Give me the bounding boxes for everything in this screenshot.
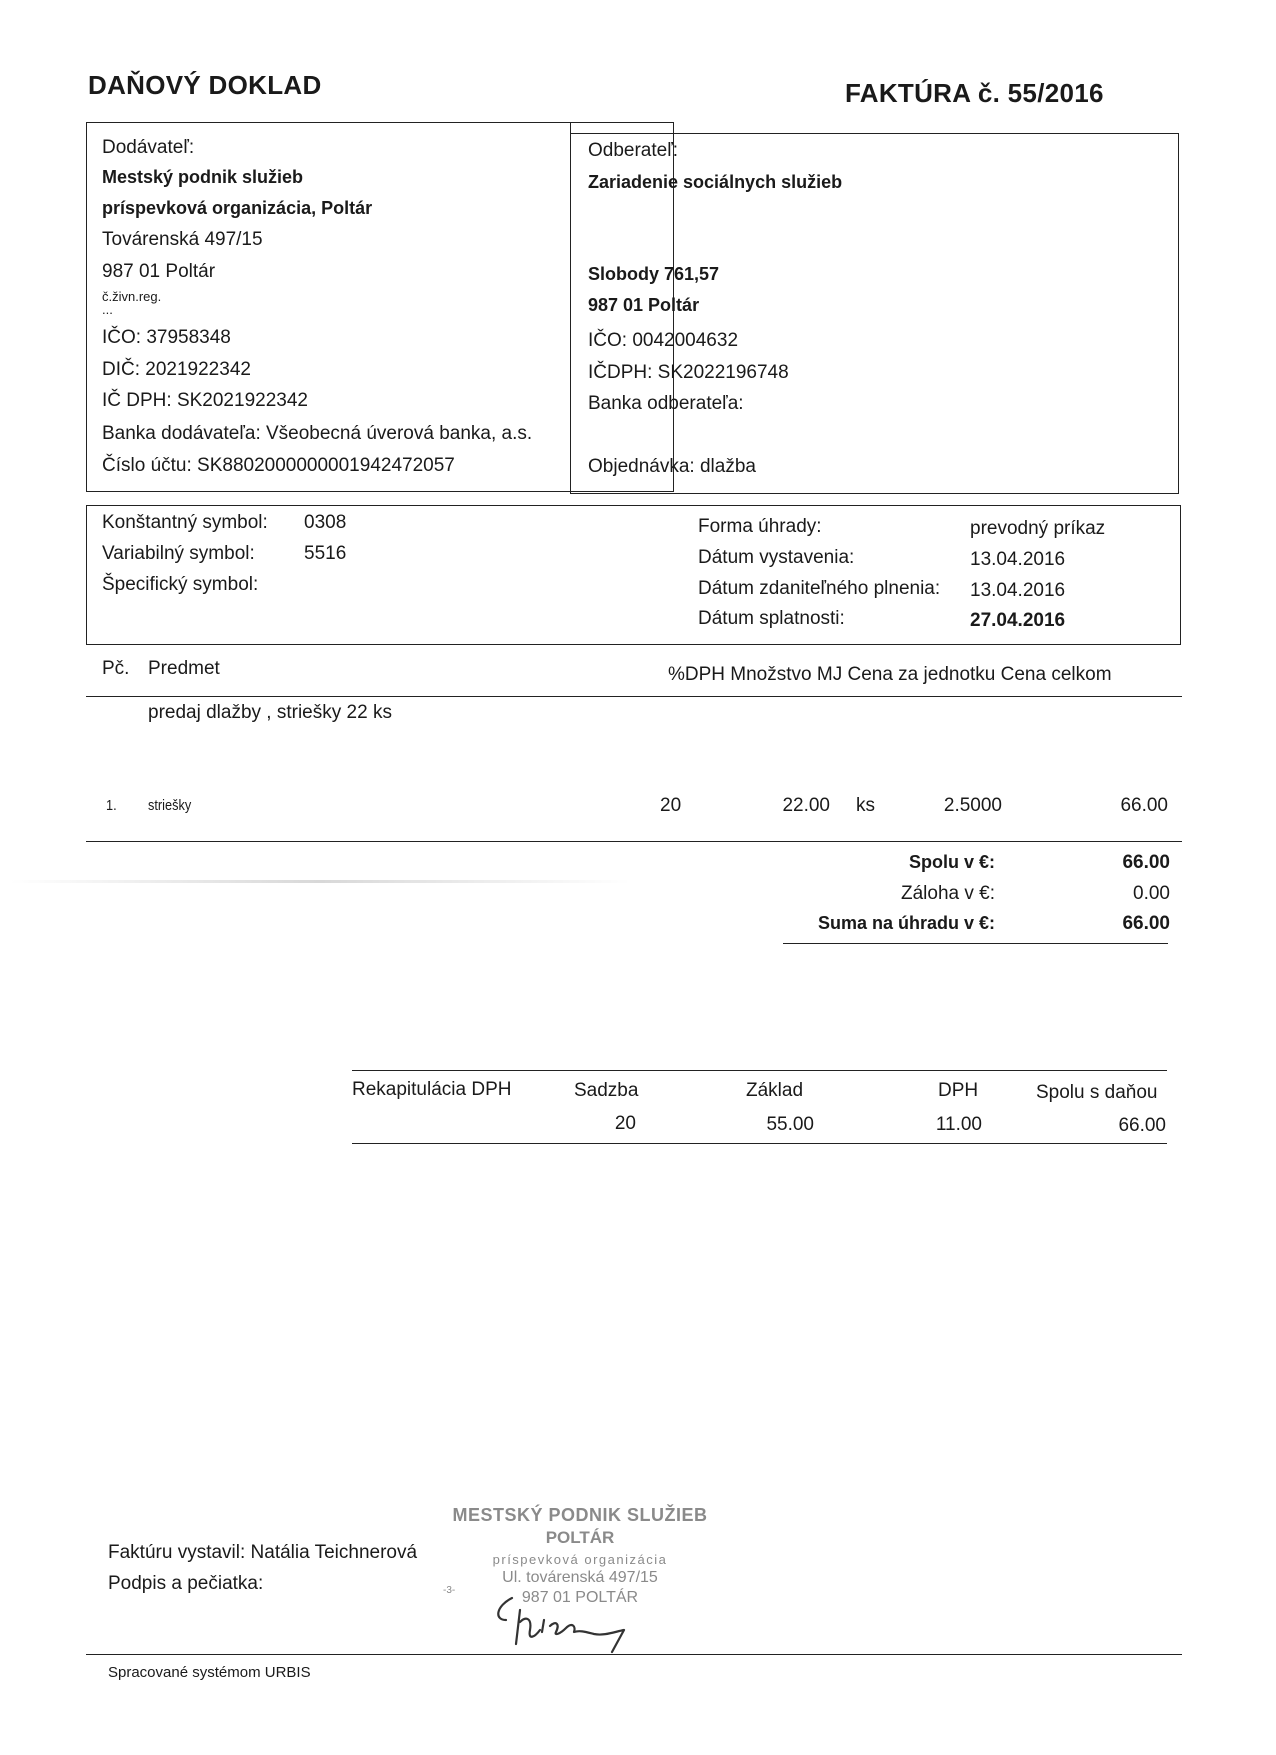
items-bottom-line (86, 841, 1182, 842)
item-qty: 22.00 (782, 795, 830, 816)
customer-street: Slobody 761,57 (588, 264, 720, 284)
due-date-label: Dátum splatnosti: (698, 608, 845, 629)
stamp-line1: MESTSKÝ PODNIK SLUŽIEB (452, 1505, 708, 1525)
amount-due-value: 66.00 (1122, 913, 1170, 934)
supplier-city: 987 01 Poltár (102, 261, 216, 282)
recap-total: 66.00 (1118, 1115, 1166, 1136)
customer-ico: IČO: 0042004632 (588, 330, 739, 351)
issued-by: Faktúru vystavil: Natália Teichnerová (108, 1542, 418, 1563)
recap-title: Rekapitulácia DPH (352, 1079, 512, 1100)
tax-date-value: 13.04.2016 (970, 580, 1066, 601)
advance-value: 0.00 (1133, 883, 1170, 904)
customer-city: 987 01 Poltár (588, 295, 700, 315)
totals-underline (783, 943, 1168, 944)
due-date-value: 27.04.2016 (970, 610, 1066, 631)
supplier-name-line2: príspevková organizácia, Poltár (102, 198, 373, 218)
stamp-line5: 987 01 POLTÁR (521, 1589, 639, 1606)
total-label: Spolu v €: (908, 852, 995, 872)
item-price: 2.5000 (943, 795, 1002, 816)
recap-bottom-line (352, 1143, 1167, 1144)
customer-order: Objednávka: dlažba (588, 456, 756, 477)
customer-icdph: IČDPH: SK2022196748 (588, 362, 789, 383)
supplier-bank: Banka dodávateľa: Všeobecná úverová banka, a.s. (102, 423, 533, 444)
scan-artifact (10, 880, 630, 883)
supplier-reg-dots: ... (102, 302, 113, 317)
item-total: 66.00 (1120, 795, 1168, 816)
customer-bank: Banka odberateľa: (588, 393, 744, 414)
supplier-name-line1: Mestský podnik služieb (102, 167, 304, 187)
payment-method-value: prevodný príkaz (970, 518, 1106, 539)
supplier-icdph: IČ DPH: SK2021922342 (102, 390, 308, 411)
items-header-subject: Predmet (148, 658, 220, 679)
supplier-street: Továrenská 497/15 (102, 229, 263, 250)
customer-name: Zariadenie sociálnych služieb (588, 172, 843, 192)
supplier-label: Dodávateľ: (102, 137, 195, 158)
item-no: 1. (106, 797, 117, 814)
signature (490, 1590, 665, 1660)
signature-label: Podpis a pečiatka: (108, 1573, 264, 1594)
supplier-dic: DIČ: 2021922342 (102, 359, 251, 380)
item-name: striešky (148, 797, 192, 814)
constant-symbol-value: 0308 (304, 512, 347, 533)
stamp-mark: -3- (443, 1585, 456, 1596)
stamp-line3: príspevková organizácia (492, 1552, 668, 1567)
item-description: predaj dlažby , striešky 22 ks (148, 702, 392, 723)
invoice-number-title: FAKTÚRA č. 55/2016 (845, 78, 1104, 108)
recap-col-base: Základ (746, 1080, 804, 1101)
variable-symbol-value: 5516 (304, 543, 347, 564)
recap-base: 55.00 (766, 1114, 814, 1135)
payment-method-label: Forma úhrady: (698, 516, 822, 537)
recap-col-rate: Sadzba (574, 1080, 639, 1101)
stamp-line4: Ul. továrenská 497/15 (502, 1569, 658, 1586)
supplier-ico: IČO: 37958348 (102, 327, 231, 348)
specific-symbol-label: Špecifický symbol: (102, 574, 259, 595)
issue-date-value: 13.04.2016 (970, 549, 1066, 570)
parties-box-top-right (570, 133, 1178, 134)
variable-symbol-label: Variabilný symbol: (102, 543, 255, 564)
items-header-columns: %DPH Množstvo MJ Cena za jednotku Cena celkom (668, 664, 1112, 685)
parties-box-right-border (1178, 133, 1179, 493)
footer-line (86, 1654, 1182, 1655)
recap-col-total: Spolu s daňou (1036, 1082, 1158, 1103)
total-value: 66.00 (1122, 852, 1170, 873)
document-type-title: DAŇOVÝ DOKLAD (88, 70, 322, 100)
items-header-no: Pč. (102, 658, 130, 679)
stamp-line2: POLTÁR (545, 1528, 615, 1547)
recap-vat: 11.00 (935, 1114, 982, 1135)
recap-top-line (352, 1070, 1167, 1071)
parties-box-bottom-right (570, 493, 1179, 494)
amount-due-label: Suma na úhradu v €: (817, 913, 995, 933)
recap-rate: 20 (614, 1113, 636, 1134)
processed-by: Spracované systémom URBIS (108, 1664, 311, 1681)
tax-date-label: Dátum zdaniteľného plnenia: (698, 578, 941, 599)
supplier-account: Číslo účtu: SK8802000000001942472057 (102, 455, 455, 476)
issue-date-label: Dátum vystavenia: (698, 547, 855, 568)
supplier-reg: č.živn.reg. (102, 289, 162, 304)
customer-label: Odberateľ: (588, 140, 679, 161)
advance-label: Záloha v €: (901, 883, 995, 904)
recap-col-vat: DPH (938, 1080, 979, 1101)
item-vat: 20 (660, 795, 682, 816)
item-unit: ks (856, 795, 875, 816)
parties-divider (570, 122, 571, 493)
constant-symbol-label: Konštantný symbol: (102, 512, 268, 533)
items-header-underline (86, 696, 1182, 697)
